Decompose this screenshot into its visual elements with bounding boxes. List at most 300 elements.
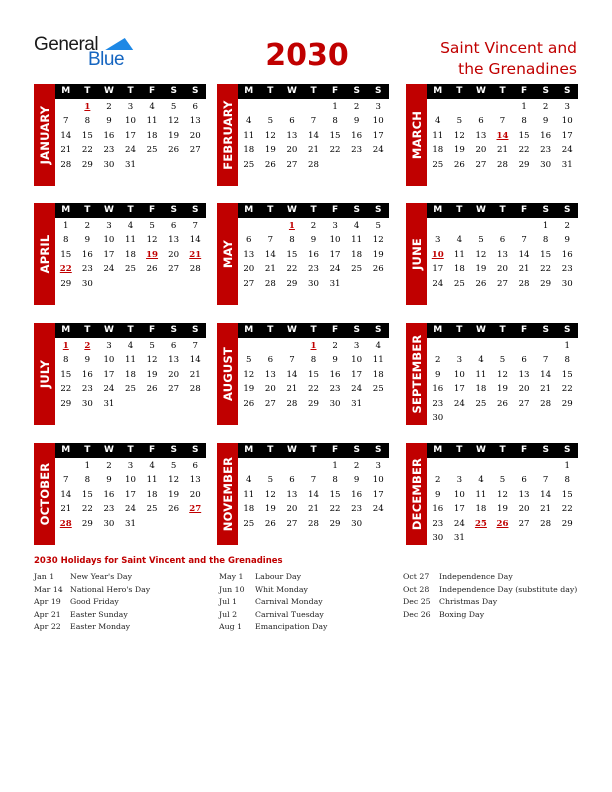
day-cell: 14 — [540, 489, 552, 500]
month-label — [34, 84, 55, 186]
day-cell: 1 — [332, 102, 338, 112]
weekday-header — [55, 84, 206, 99]
day-cell: 11 — [372, 355, 384, 366]
weekday-label: S — [564, 86, 571, 96]
day-cell: 22 — [329, 504, 341, 515]
month-label — [406, 203, 427, 305]
day-cell: 25 — [372, 384, 384, 395]
day-cell: 7 — [499, 116, 506, 127]
day-cell: 5 — [170, 461, 177, 471]
holiday-day-cell: 1 — [310, 341, 317, 351]
day-cell: 25 — [125, 264, 136, 275]
day-cell: 6 — [170, 341, 177, 351]
day-cell: 6 — [170, 221, 177, 231]
day-cell: 19 — [475, 264, 487, 275]
weekday-label: S — [192, 205, 199, 215]
day-cell: 8 — [84, 475, 91, 486]
day-cell: 23 — [308, 264, 319, 275]
holiday-date: Apr 19 — [34, 597, 61, 606]
weekday-label: S — [192, 445, 199, 455]
day-cell: 23 — [540, 145, 552, 156]
empty-day-cell — [303, 100, 325, 114]
day-cell: 11 — [453, 249, 465, 260]
day-cell: 2 — [542, 102, 549, 112]
day-cell: 1 — [332, 461, 338, 471]
weekday-label: F — [149, 445, 156, 455]
day-cell: 12 — [168, 116, 180, 127]
month-label-text: DECEMBER — [409, 457, 424, 531]
weekday-label: M — [244, 325, 254, 335]
day-cell: 16 — [351, 130, 363, 141]
weekday-header — [427, 323, 578, 338]
day-cell: 11 — [243, 489, 255, 500]
day-cell: 13 — [264, 369, 276, 380]
day-cell: 25 — [243, 518, 255, 529]
empty-day-cell — [427, 100, 449, 114]
day-cell: 23 — [561, 264, 573, 275]
weekday-label: S — [170, 325, 177, 335]
month-label — [217, 443, 238, 545]
day-cell: 8 — [521, 116, 527, 127]
empty-day-cell — [238, 339, 260, 353]
day-cell: 27 — [518, 398, 530, 409]
weekday-label: F — [149, 325, 156, 335]
weekday-label: W — [103, 325, 114, 335]
weekday-label: S — [564, 205, 571, 215]
day-cell: 26 — [264, 518, 276, 529]
holiday-entry — [403, 609, 577, 622]
day-cell: 28 — [286, 398, 298, 409]
day-cell: 12 — [264, 130, 276, 141]
country-name — [377, 38, 577, 80]
day-cell: 13 — [497, 249, 508, 260]
weekday-label: T — [456, 86, 463, 96]
day-cell: 28 — [189, 384, 201, 395]
day-cell: 8 — [564, 355, 570, 366]
day-cell: 29 — [81, 159, 93, 170]
day-cell: 15 — [518, 130, 530, 141]
day-cell: 16 — [561, 249, 573, 260]
day-cell: 12 — [243, 369, 255, 380]
day-cell: 15 — [60, 369, 72, 380]
day-cell: 20 — [189, 130, 201, 141]
weekday-label: S — [542, 325, 549, 335]
day-cell: 25 — [475, 398, 487, 409]
day-cell: 30 — [561, 278, 573, 289]
day-cell: 2 — [106, 102, 112, 112]
day-cell: 31 — [453, 532, 465, 543]
holiday-entry — [219, 609, 327, 622]
month-label-text: MARCH — [409, 110, 424, 160]
day-cell: 26 — [243, 398, 255, 409]
day-grid — [427, 459, 578, 545]
day-cell: 22 — [540, 264, 552, 275]
weekday-label: W — [286, 205, 297, 215]
day-cell: 8 — [564, 475, 570, 486]
day-cell: 31 — [329, 278, 341, 289]
day-cell: 6 — [192, 102, 198, 112]
day-cell: 16 — [329, 369, 341, 380]
day-cell: 13 — [189, 475, 201, 486]
month-february — [217, 84, 389, 186]
generalblue-logo — [34, 34, 134, 70]
day-cell: 22 — [308, 384, 319, 395]
day-cell: 12 — [372, 235, 384, 246]
weekday-label: T — [310, 325, 317, 335]
day-cell: 28 — [540, 398, 552, 409]
day-cell: 1 — [84, 461, 91, 471]
weekday-label: W — [475, 205, 486, 215]
weekday-label: T — [127, 325, 134, 335]
day-cell: 30 — [329, 398, 341, 409]
day-cell: 25 — [453, 278, 465, 289]
empty-day-cell — [470, 100, 492, 114]
holiday-date: Apr 22 — [34, 622, 61, 631]
holiday-day-cell: 1 — [288, 221, 295, 231]
day-cell: 5 — [170, 102, 177, 112]
weekday-label: T — [84, 325, 91, 335]
month-label — [217, 84, 238, 186]
day-cell: 4 — [149, 102, 155, 112]
day-cell: 2 — [353, 461, 360, 471]
holiday-name: Good Friday — [70, 597, 119, 606]
day-cell: 18 — [372, 369, 384, 380]
holiday-name: Carnival Monday — [255, 597, 323, 606]
logo-word-general: General — [34, 34, 99, 55]
day-cell: 17 — [561, 130, 573, 141]
day-cell: 8 — [332, 475, 338, 486]
holiday-day-cell: 21 — [189, 249, 202, 260]
day-cell: 27 — [475, 159, 487, 170]
day-cell: 24 — [453, 398, 465, 409]
weekday-label: M — [433, 445, 443, 455]
day-cell: 13 — [168, 235, 180, 246]
day-cell: 10 — [103, 235, 115, 246]
day-cell: 8 — [289, 235, 295, 246]
day-cell: 15 — [308, 369, 319, 380]
day-cell: 17 — [103, 369, 115, 380]
weekday-label: S — [170, 205, 177, 215]
weekday-label: S — [375, 205, 382, 215]
day-cell: 12 — [146, 235, 158, 246]
day-cell: 20 — [286, 145, 298, 156]
weekday-label: S — [353, 445, 360, 455]
day-cell: 26 — [168, 504, 180, 515]
empty-day-cell — [238, 100, 260, 114]
day-cell: 23 — [103, 145, 115, 156]
weekday-label: F — [332, 325, 339, 335]
month-label — [406, 323, 427, 425]
holiday-day-cell: 26 — [496, 518, 509, 529]
weekday-header — [238, 84, 389, 99]
day-cell: 9 — [353, 475, 360, 486]
day-cell: 17 — [125, 489, 136, 500]
weekday-label: S — [542, 445, 549, 455]
holiday-entry — [219, 571, 327, 584]
month-september — [406, 323, 578, 425]
day-cell: 27 — [518, 518, 530, 529]
holiday-day-cell: 19 — [146, 249, 159, 260]
day-cell: 5 — [499, 475, 506, 486]
day-cell: 28 — [497, 159, 508, 170]
day-cell: 19 — [168, 130, 180, 141]
month-label-text: FEBRUARY — [220, 100, 235, 170]
weekday-label: T — [84, 205, 91, 215]
day-cell: 15 — [60, 249, 72, 260]
holiday-entry — [34, 571, 150, 584]
day-cell: 14 — [189, 355, 201, 366]
empty-day-cell — [513, 459, 535, 473]
day-cell: 26 — [475, 278, 487, 289]
weekday-label: W — [475, 445, 486, 455]
day-cell: 24 — [372, 145, 384, 156]
day-cell: 8 — [84, 116, 91, 127]
month-may — [217, 203, 389, 305]
day-cell: 11 — [146, 116, 158, 127]
holiday-day-cell: 10 — [431, 249, 444, 260]
day-cell: 9 — [435, 489, 441, 500]
day-cell: 11 — [243, 130, 255, 141]
weekday-header — [55, 203, 206, 218]
day-cell: 16 — [540, 130, 552, 141]
day-grid — [427, 100, 578, 172]
holiday-name: National Hero's Day — [70, 584, 151, 594]
weekday-label: W — [286, 445, 297, 455]
weekday-header — [238, 443, 389, 458]
weekday-label: F — [521, 445, 528, 455]
day-cell: 23 — [432, 518, 444, 529]
month-label — [34, 443, 55, 545]
day-cell: 22 — [60, 384, 72, 395]
month-label — [217, 323, 238, 425]
weekday-label: W — [286, 325, 297, 335]
weekday-label: M — [244, 86, 254, 96]
empty-day-cell — [535, 339, 557, 353]
day-cell: 13 — [189, 116, 201, 127]
day-cell: 23 — [432, 398, 444, 409]
day-cell: 9 — [542, 116, 549, 127]
day-cell: 17 — [432, 264, 444, 275]
day-cell: 24 — [329, 264, 341, 275]
day-cell: 10 — [125, 475, 136, 486]
day-cell: 1 — [521, 102, 527, 112]
holiday-name: Easter Sunday — [70, 609, 128, 619]
day-cell: 25 — [125, 384, 136, 395]
day-cell: 25 — [351, 264, 363, 275]
empty-day-cell — [281, 100, 303, 114]
day-cell: 9 — [564, 235, 570, 246]
day-cell: 1 — [542, 221, 549, 231]
day-cell: 31 — [125, 159, 136, 170]
day-cell: 4 — [478, 355, 484, 366]
day-cell: 18 — [432, 145, 444, 156]
day-cell: 9 — [84, 355, 91, 366]
day-cell: 24 — [453, 518, 465, 529]
holiday-entry — [403, 571, 577, 584]
day-cell: 4 — [435, 116, 441, 127]
holiday-name: Carnival Tuesday — [255, 609, 324, 619]
holiday-entry — [219, 584, 327, 597]
day-cell: 30 — [103, 518, 115, 529]
day-cell: 2 — [435, 355, 441, 366]
day-cell: 28 — [308, 159, 319, 170]
empty-day-cell — [449, 339, 471, 353]
weekday-header — [427, 84, 578, 99]
day-cell: 31 — [351, 398, 363, 409]
day-cell: 22 — [561, 384, 573, 395]
day-cell: 18 — [475, 384, 487, 395]
day-cell: 2 — [435, 475, 441, 486]
day-cell: 5 — [499, 355, 506, 366]
day-cell: 6 — [499, 235, 506, 246]
weekday-label: M — [433, 325, 443, 335]
holiday-column — [219, 571, 327, 634]
day-cell: 30 — [432, 532, 444, 543]
day-cell: 24 — [125, 504, 136, 515]
day-cell: 19 — [497, 504, 508, 515]
day-cell: 16 — [103, 130, 115, 141]
day-cell: 15 — [81, 489, 93, 500]
weekday-label: S — [353, 86, 360, 96]
month-label-text: JULY — [37, 359, 52, 389]
day-cell: 15 — [329, 130, 341, 141]
day-cell: 20 — [286, 504, 298, 515]
day-cell: 7 — [63, 475, 69, 486]
day-cell: 21 — [540, 384, 552, 395]
weekday-label: T — [499, 325, 506, 335]
month-label-text: OCTOBER — [37, 462, 52, 526]
holiday-entry — [403, 584, 577, 597]
holiday-name: Labour Day — [255, 572, 302, 581]
day-cell: 18 — [453, 264, 465, 275]
day-cell: 23 — [351, 504, 363, 515]
day-cell: 9 — [310, 235, 317, 246]
day-cell: 22 — [81, 145, 93, 156]
day-cell: 21 — [60, 145, 72, 156]
month-march — [406, 84, 578, 186]
empty-day-cell — [427, 219, 449, 233]
weekday-label: M — [61, 325, 71, 335]
day-cell: 23 — [329, 384, 341, 395]
day-cell: 27 — [264, 398, 276, 409]
weekday-label: T — [456, 445, 463, 455]
day-cell: 15 — [81, 130, 93, 141]
day-cell: 28 — [189, 264, 201, 275]
day-cell: 5 — [267, 475, 274, 486]
day-cell: 30 — [351, 518, 363, 529]
day-cell: 7 — [542, 475, 549, 486]
day-cell: 6 — [521, 475, 527, 486]
day-cell: 25 — [432, 159, 444, 170]
day-cell: 19 — [372, 249, 384, 260]
day-cell: 11 — [125, 235, 136, 246]
empty-day-cell — [260, 459, 282, 473]
weekday-label: T — [267, 86, 274, 96]
holiday-name: Independence Day — [439, 572, 513, 581]
month-label-text: SEPTEMBER — [409, 334, 424, 414]
day-cell: 27 — [286, 518, 298, 529]
day-cell: 25 — [146, 504, 158, 515]
holiday-date: Jul 2 — [219, 609, 238, 619]
weekday-label: F — [332, 86, 339, 96]
empty-day-cell — [303, 459, 325, 473]
logo-word-blue: Blue — [88, 49, 125, 70]
day-cell: 17 — [453, 504, 465, 515]
day-cell: 8 — [63, 235, 69, 246]
day-cell: 7 — [521, 235, 527, 246]
weekday-header — [55, 323, 206, 338]
day-cell: 20 — [497, 264, 508, 275]
day-cell: 12 — [146, 355, 158, 366]
holiday-date: May 1 — [219, 572, 244, 581]
day-cell: 30 — [540, 159, 552, 170]
day-cell: 14 — [286, 369, 298, 380]
month-label-text: MAY — [220, 239, 235, 269]
day-cell: 18 — [125, 249, 136, 260]
day-cell: 3 — [456, 355, 463, 366]
day-cell: 27 — [286, 159, 298, 170]
month-april — [34, 203, 206, 305]
day-cell: 26 — [497, 398, 508, 409]
day-cell: 20 — [518, 504, 530, 515]
weekday-label: T — [310, 445, 317, 455]
day-cell: 3 — [127, 461, 134, 471]
day-cell: 11 — [432, 130, 444, 141]
day-cell: 29 — [518, 159, 530, 170]
day-cell: 3 — [564, 102, 570, 112]
day-cell: 10 — [453, 369, 465, 380]
weekday-label: S — [564, 325, 571, 335]
weekday-label: M — [433, 205, 443, 215]
day-cell: 11 — [475, 369, 487, 380]
day-cell: 22 — [81, 504, 93, 515]
weekday-label: F — [149, 86, 156, 96]
day-cell: 2 — [310, 221, 317, 231]
holiday-column — [403, 571, 577, 621]
day-cell: 12 — [264, 489, 276, 500]
day-cell: 8 — [542, 235, 549, 246]
day-cell: 22 — [286, 264, 298, 275]
day-cell: 18 — [146, 130, 158, 141]
holiday-date: Jul 1 — [219, 597, 238, 606]
day-cell: 30 — [308, 278, 319, 289]
month-label-text: JANUARY — [37, 105, 52, 165]
weekday-header — [55, 443, 206, 458]
day-cell: 5 — [246, 355, 252, 366]
day-cell: 3 — [456, 475, 463, 486]
holiday-day-cell: 1 — [84, 102, 91, 112]
day-cell: 16 — [432, 504, 444, 515]
day-cell: 15 — [329, 489, 341, 500]
day-cell: 1 — [564, 461, 570, 471]
holiday-entry — [403, 596, 577, 609]
holiday-day-cell: 25 — [474, 518, 487, 529]
weekday-label: W — [103, 205, 114, 215]
empty-day-cell — [238, 459, 260, 473]
day-cell: 6 — [289, 475, 295, 486]
empty-day-cell — [55, 459, 77, 473]
day-cell: 6 — [246, 235, 252, 246]
day-cell: 3 — [375, 102, 381, 112]
empty-day-cell — [449, 219, 471, 233]
day-cell: 7 — [289, 355, 295, 366]
day-grid — [55, 339, 206, 411]
empty-day-cell — [260, 100, 282, 114]
holiday-day-cell: 1 — [62, 341, 69, 351]
day-cell: 20 — [518, 384, 530, 395]
day-cell: 27 — [497, 278, 508, 289]
holiday-name: Whit Monday — [255, 584, 308, 594]
